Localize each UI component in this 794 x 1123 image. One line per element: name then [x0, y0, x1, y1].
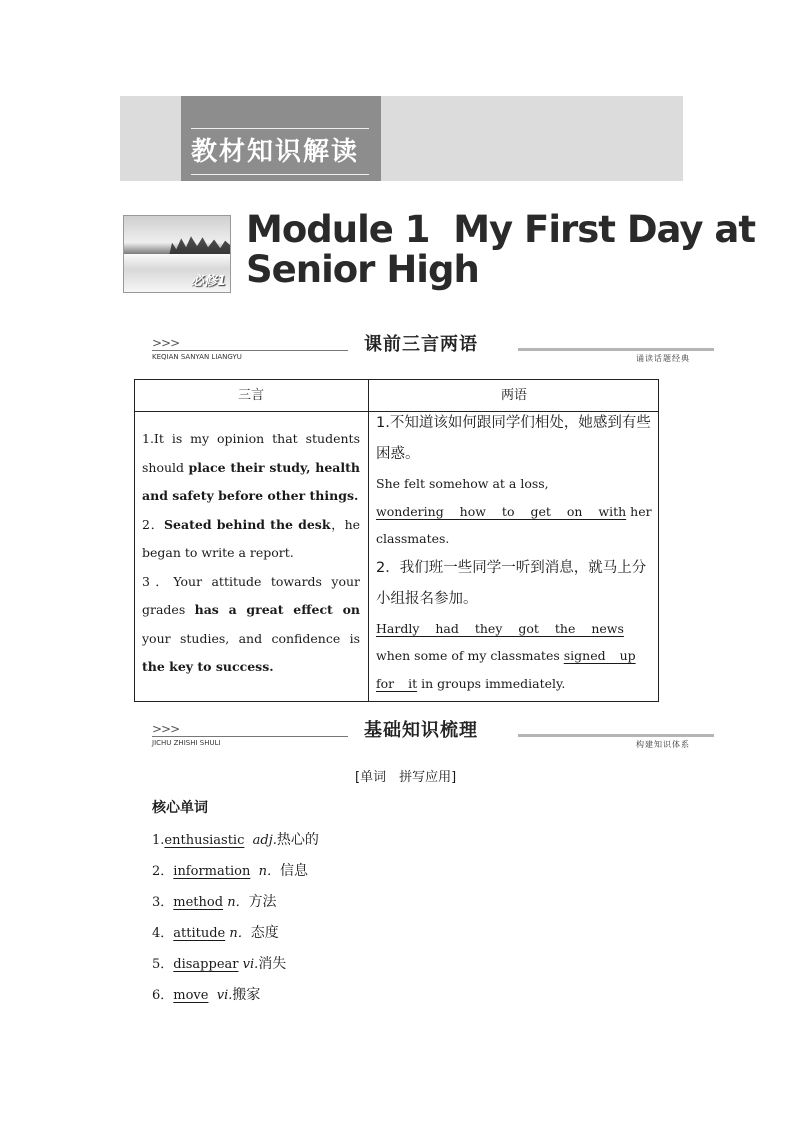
module-thumbnail-image: [123, 215, 231, 293]
translation-1-zh: 1.不知道该如何跟同学们相处，她感到有些困惑。: [376, 415, 651, 462]
section2-right-label: 构建知识体系: [636, 740, 690, 749]
banner-rule-top: [191, 128, 369, 129]
section2-arrows-icon: >>>: [152, 722, 180, 736]
core-vocab-heading: 核心单词: [152, 800, 208, 816]
answer-blank-3: signed up for it: [376, 648, 636, 691]
table-header-sanyan: 三言: [237, 388, 264, 403]
banner-title: 教材知识解读: [191, 137, 360, 167]
section2-title: 基础知识梳理: [364, 720, 478, 741]
forest-graphic: [169, 234, 230, 256]
vocab-word: method: [173, 895, 224, 910]
vocab-item: 2．information n．信息: [152, 863, 308, 879]
section1-right-bar: [518, 348, 714, 351]
sentence-3-bold-a: has a great effect on: [194, 602, 360, 617]
vocab-item: 6．move vi.搬家: [152, 987, 261, 1003]
answer-blank-1: wondering how to get on with: [376, 503, 627, 519]
sentence-1: 1.It is my opinion that students should place their study, health and safety before other things.: [142, 431, 360, 503]
translation-2-zh: 2．我们班一些同学一听到消息，就马上分小组报名参加。: [376, 559, 647, 607]
section2-left-rule: [152, 736, 348, 737]
section1-pinyin: KEQIAN SANYAN LIANGYU: [152, 353, 242, 361]
vocab-word: disappear: [173, 957, 239, 972]
vocab-word: move: [173, 988, 209, 1003]
translation-1-en: She felt somehow at a loss, wondering how to get on with her classmates.: [376, 476, 652, 546]
answer-blank-2: Hardly had they got the news: [376, 620, 624, 636]
section2-pinyin: JICHU ZHISHI SHULI: [152, 739, 221, 747]
section1-right-label: 诵读话题经典: [636, 354, 690, 363]
banner-rule-bottom: [191, 174, 369, 175]
section1-left-rule: [152, 350, 348, 351]
sentence-2-bold: Seated behind the desk: [164, 516, 331, 532]
table-right-cell: [376, 408, 653, 697]
translation-2-en: Hardly had they got the news when some of my classmates signed up for it in groups immediately.: [376, 620, 636, 691]
vocab-item: 3．method n．方法: [152, 894, 277, 910]
table-header-liangyu: 两语: [500, 388, 527, 403]
thumbnail-label: 必修1: [190, 274, 226, 289]
sentence-3-bold-b: the key to success.: [142, 659, 274, 674]
table-left-cell: [142, 425, 360, 682]
sentence-1-bold: place their study, health and safety before other things.: [142, 459, 360, 503]
module-title-line1: Module 1 My First Day at: [246, 208, 756, 251]
section2-right-bar: [518, 734, 714, 737]
section1-arrows-icon: >>>: [152, 336, 180, 350]
vocab-item: 4．attitude n．态度: [152, 925, 279, 941]
module-title-line2: Senior High: [246, 248, 479, 291]
sentence-3: 3．Your attitude towards your grades has a great effect on your studies, and confidence is the key to success.: [142, 573, 360, 674]
module-title: [246, 208, 756, 291]
vocab-word: enthusiastic: [164, 833, 245, 848]
sub-heading: [单词 拼写应用]: [355, 770, 457, 785]
sentence-2: 2．Seated behind the desk，he began to write a report.: [142, 516, 361, 560]
section1-title: 课前三言两语: [364, 334, 478, 355]
vocab-item: 1.enthusiastic adj.热心的: [152, 832, 319, 848]
vocab-word: information: [173, 864, 251, 879]
vocab-word: attitude: [173, 926, 226, 941]
vocab-item: 5．disappear vi.消失: [152, 956, 287, 972]
table-column-divider: [368, 379, 369, 702]
